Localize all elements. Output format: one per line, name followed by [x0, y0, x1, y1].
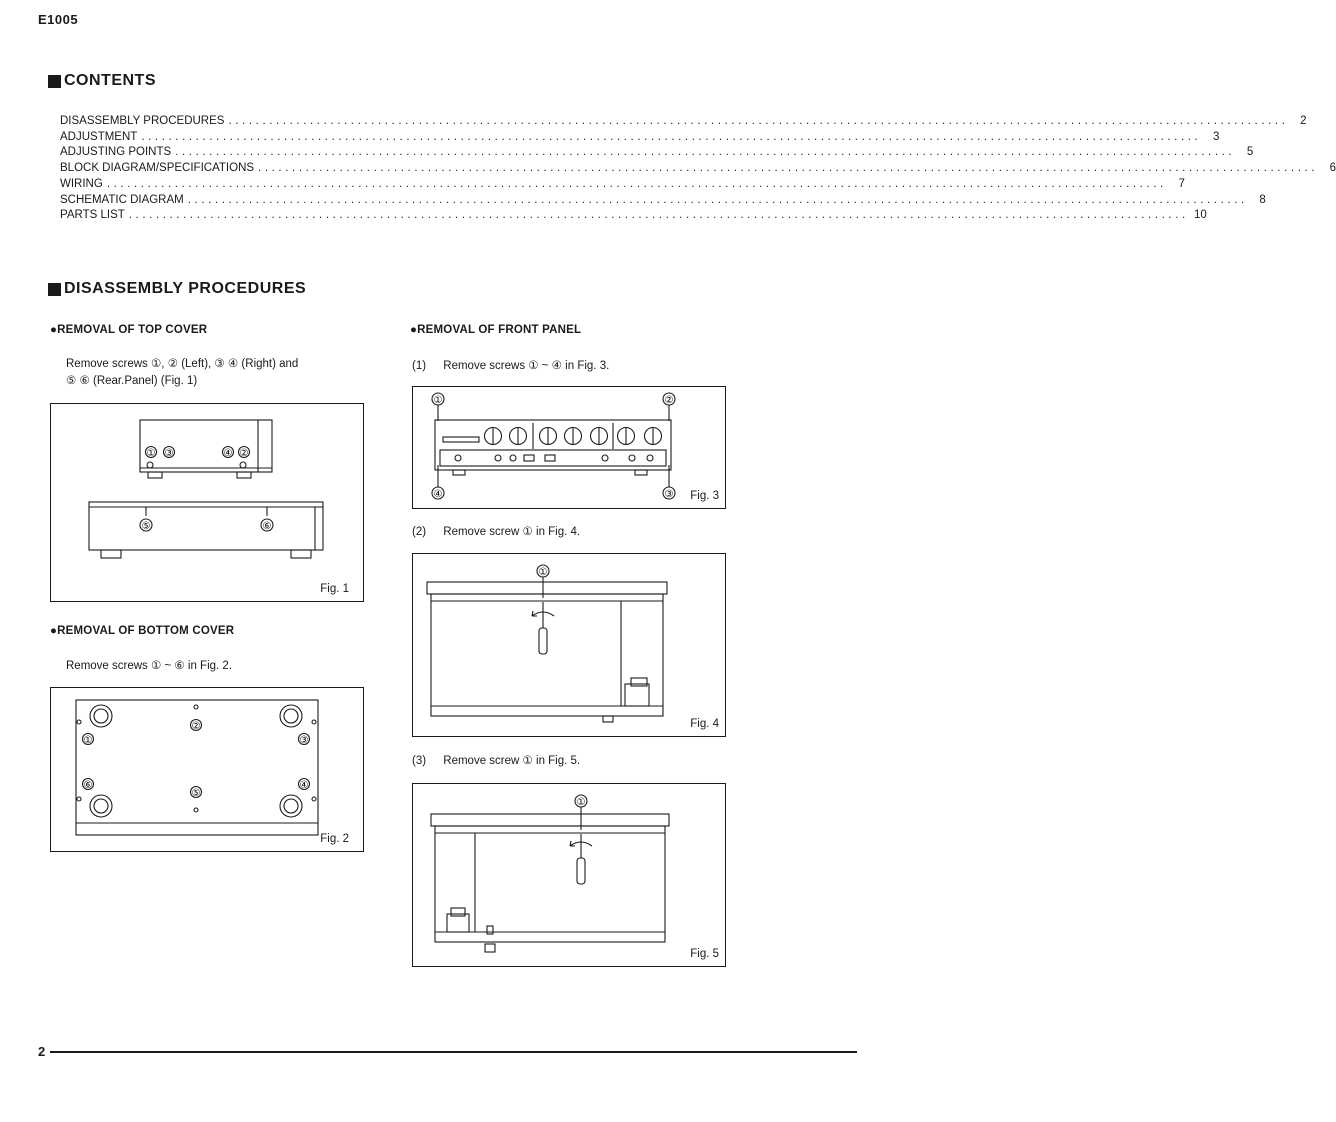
step-2	[412, 524, 580, 541]
heading-square-icon	[48, 75, 61, 88]
foot	[453, 470, 465, 475]
toc-entry[interactable]	[60, 114, 1307, 130]
amp-rear-body	[140, 420, 272, 472]
screw-icon	[194, 705, 198, 709]
bottom-cover-heading: ●REMOVAL OF BOTTOM COVER	[50, 625, 235, 637]
top-cover-instructions	[66, 356, 298, 390]
screw-label: ①	[83, 735, 93, 746]
screwdriver-handle	[577, 858, 585, 884]
screw-label: ①	[433, 395, 443, 406]
foot	[487, 926, 493, 934]
figure-caption: Fig. 1	[320, 583, 349, 595]
bottom-cover-instructions: Remove screws ① ~ ⑥ in Fig. 2.	[66, 660, 233, 672]
toc-page: 6	[1329, 162, 1336, 175]
foot-icon	[90, 705, 112, 727]
screw-icon	[194, 808, 198, 812]
toc-page: 5	[1246, 146, 1254, 159]
screwdriver-handle	[539, 628, 547, 654]
step-text: Remove screws ① ~ ④ in Fig. 3.	[443, 360, 610, 372]
button-icon	[510, 455, 516, 461]
step-text: Remove screw ① in Fig. 5.	[443, 755, 581, 767]
button-icon	[602, 455, 608, 461]
figure-3	[412, 386, 726, 509]
screw-icon	[312, 797, 316, 801]
screw-label: ⑥	[262, 521, 272, 532]
screw-icon	[312, 720, 316, 724]
figure-2	[50, 687, 364, 852]
toc-page: 10	[1194, 209, 1207, 222]
disassembly-title: DISASSEMBLY PROCEDURES	[64, 280, 307, 297]
screw-label: ④	[223, 448, 233, 459]
toc-entry[interactable]	[60, 208, 1207, 224]
toc-leader: ............................................................................................................................................................	[141, 130, 1202, 143]
screw-label: ②	[664, 395, 674, 406]
step-number: (3)	[412, 755, 427, 767]
figure-5-drawing	[413, 784, 725, 966]
figure-5	[412, 783, 726, 967]
button-icon	[455, 455, 461, 461]
screw-label: ①	[576, 797, 586, 808]
page-number: 2	[38, 1044, 46, 1059]
screw-label: ⑤	[191, 788, 201, 799]
foot-icon	[280, 705, 302, 727]
figure-3-drawing	[413, 387, 725, 508]
step-number: (1)	[412, 360, 427, 372]
top-cover	[431, 814, 669, 826]
step-3	[412, 753, 580, 770]
foot	[635, 470, 647, 475]
top-cover	[427, 582, 667, 594]
toc-label: SCHEMATIC DIAGRAM	[60, 193, 184, 206]
screw-icon	[240, 462, 246, 468]
toc-label: ADJUSTMENT	[60, 130, 138, 143]
foot	[101, 550, 121, 558]
figure-1	[50, 403, 364, 602]
toc-page: 2	[1300, 115, 1307, 127]
toc-label: DISASSEMBLY PROCEDURES	[60, 115, 225, 127]
switch-icon	[545, 455, 555, 461]
toc-entry[interactable]	[60, 161, 1336, 177]
foot	[603, 716, 613, 722]
screw-label: ①	[538, 567, 548, 578]
footer-rule	[50, 1051, 857, 1053]
display-window	[443, 437, 479, 442]
screw-icon	[77, 797, 81, 801]
screw-icon	[77, 720, 81, 724]
toc-label: WIRING	[60, 177, 103, 190]
step-text: Remove screw ① in Fig. 4.	[443, 526, 581, 538]
top-cover-heading: ●REMOVAL OF TOP COVER	[50, 324, 208, 336]
screw-label: ④	[299, 780, 309, 791]
toc-page: 3	[1212, 130, 1220, 143]
toc-leader: ............................................................................................................................................................	[175, 146, 1236, 159]
figure-4	[412, 553, 726, 737]
button-icon	[495, 455, 501, 461]
screw-label: ③	[164, 448, 174, 459]
front-panel-heading: ●REMOVAL OF FRONT PANEL	[410, 324, 582, 336]
step-1	[412, 358, 609, 375]
figure-caption: Fig. 5	[690, 948, 719, 960]
toc-page: 8	[1259, 193, 1266, 206]
screw-label: ③	[664, 489, 674, 500]
toc-entry[interactable]	[60, 130, 1220, 146]
foot-icon	[284, 709, 298, 723]
foot-icon	[90, 795, 112, 817]
step-number: (2)	[412, 526, 427, 538]
toc-leader: ............................................................................................................................................................	[258, 162, 1319, 175]
instruction-line: ⑤ ⑥ (Rear.Panel) (Fig. 1)	[66, 375, 198, 387]
toc-label: BLOCK DIAGRAM/SPECIFICATIONS	[60, 162, 255, 175]
toc-leader: ............................................................................................................................................................	[187, 193, 1248, 206]
toc-page: 7	[1178, 177, 1185, 190]
front-panel	[435, 420, 671, 470]
contents-title: CONTENTS	[64, 72, 156, 89]
screw-label: ②	[239, 448, 249, 459]
screw-label: ①	[146, 448, 156, 459]
toc-entry[interactable]	[60, 193, 1266, 209]
foot-icon	[94, 799, 108, 813]
transformer-top	[451, 908, 465, 916]
figure-caption: Fig. 4	[690, 718, 719, 730]
foot	[485, 944, 495, 952]
toc-leader: ............................................................................................................................................................	[106, 177, 1167, 190]
table-of-contents	[60, 114, 1336, 224]
disassembly-heading	[48, 280, 306, 298]
button-icon	[647, 455, 653, 461]
switch-icon	[524, 455, 534, 461]
toc-label: PARTS LIST	[60, 209, 125, 222]
toc-entry[interactable]	[60, 145, 1254, 161]
toc-leader: ............................................................................................................................................................	[228, 115, 1289, 127]
figure-caption: Fig. 2	[320, 833, 349, 845]
foot-icon	[284, 799, 298, 813]
screw-label: ③	[299, 735, 309, 746]
button-icon	[629, 455, 635, 461]
amp-body	[89, 502, 323, 550]
transformer	[625, 684, 649, 706]
foot-icon	[280, 795, 302, 817]
figure-4-drawing	[413, 554, 725, 736]
toc-label: ADJUSTING POINTS	[60, 146, 172, 159]
figure-1-drawing	[51, 404, 363, 601]
figure-2-drawing	[51, 688, 363, 851]
toc-entry[interactable]	[60, 177, 1185, 193]
model-number: E1005	[38, 12, 79, 27]
transformer-top	[631, 678, 647, 686]
instruction-line: Remove screws ①, ② (Left), ③ ④ (Right) and	[66, 358, 299, 370]
screw-icon	[147, 462, 153, 468]
foot	[148, 472, 162, 478]
figure-caption: Fig. 3	[690, 490, 719, 502]
heading-square-icon	[48, 283, 61, 296]
contents-heading	[48, 72, 156, 90]
screw-label: ⑤	[141, 521, 151, 532]
foot	[291, 550, 311, 558]
foot-icon	[94, 709, 108, 723]
front-panel-strip	[440, 450, 666, 466]
screw-label: ⑥	[83, 780, 93, 791]
transformer	[447, 914, 469, 932]
toc-leader: ............................................................................................................................................................	[128, 209, 1189, 222]
screw-label: ②	[191, 721, 201, 732]
screw-label: ④	[433, 489, 443, 500]
foot	[237, 472, 251, 478]
